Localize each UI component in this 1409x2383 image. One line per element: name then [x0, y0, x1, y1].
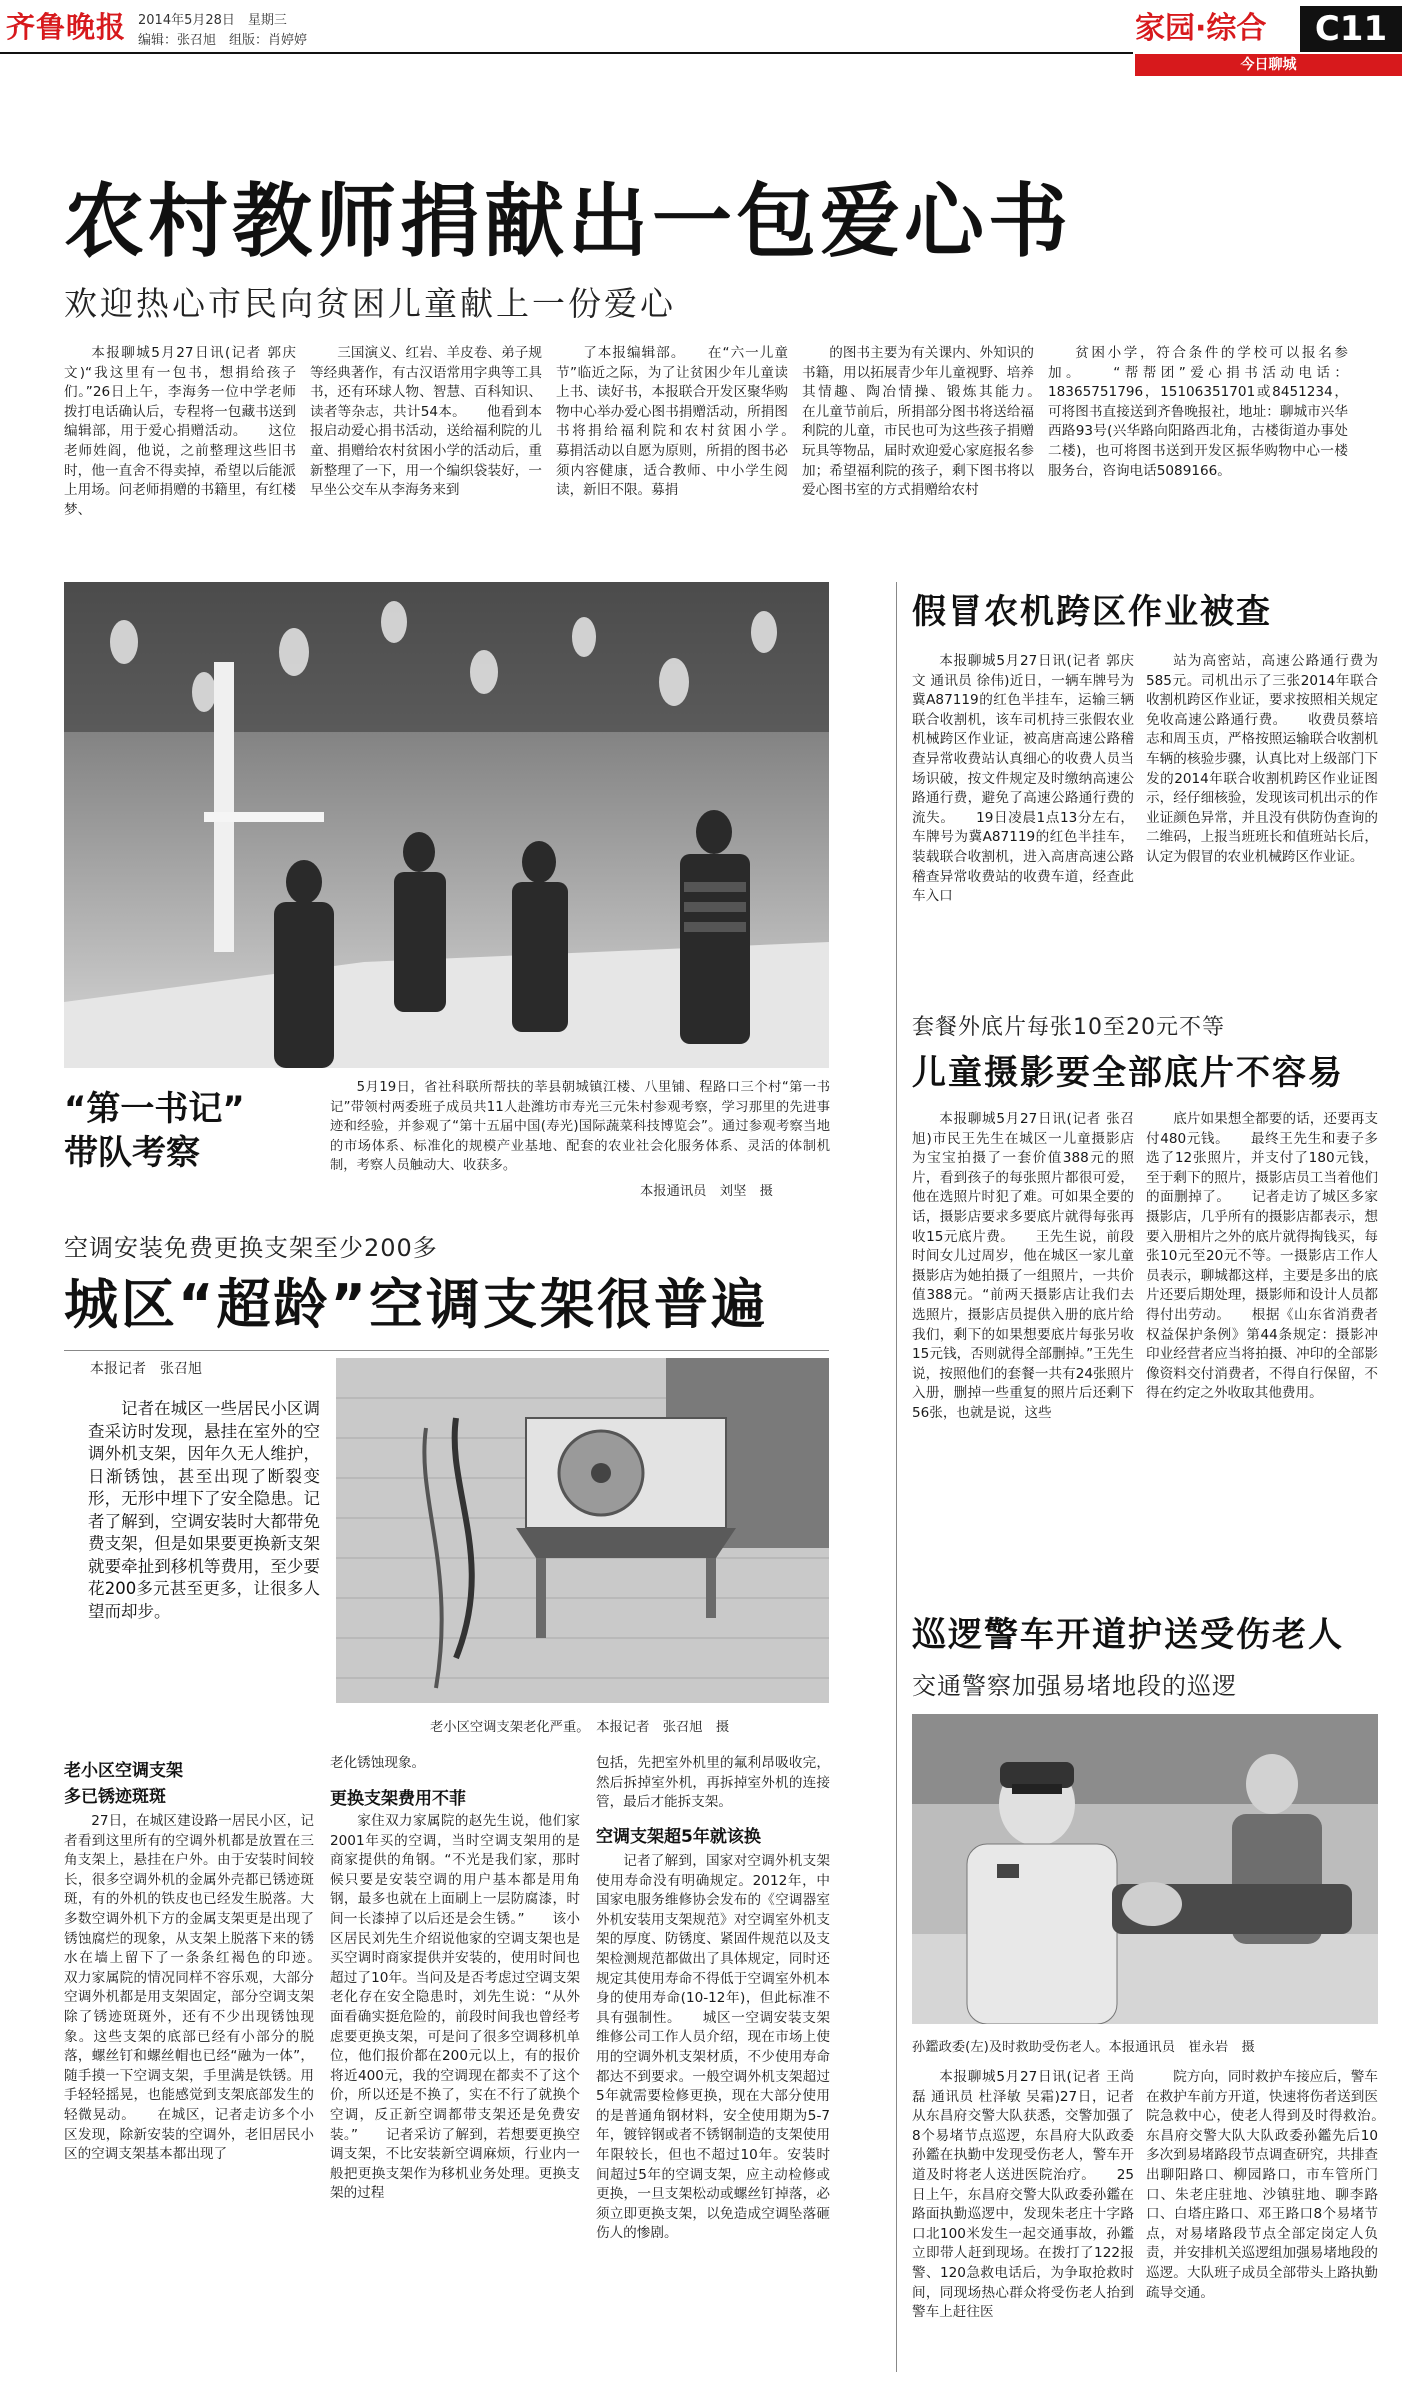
aircon-photo: [336, 1358, 829, 1703]
greenhouse-scene-image: [64, 582, 829, 1068]
aircon-sub-1b: 多已锈迹斑斑: [64, 1787, 166, 1807]
inspection-credit: 本报通讯员 刘坚 摄: [640, 1184, 773, 1199]
inspection-photo: [64, 582, 829, 1068]
aircon-unit-image: [336, 1358, 829, 1703]
inspection-caption: 5月19日，省社科联所帮扶的莘县朝城镇江楼、八里铺、程路口三个村“第一书记”带领村两委班子成员共11人赴潍坊市寿光三元朱村参观考察，学习那里的先进事迹和经验，并参观了“第十五届中国(寿光)国际蔬菜科技博览会”。通过参观考察当地的市场体系、标准化的规模产业基地、配套的农业社会化服务体系、灵活的体制机制，考察人员触动大、收获多。: [330, 1080, 830, 1174]
aircon-kicker: 空调安装免费更换支架至少200多: [64, 1234, 438, 1262]
aircon-intro: 记者在城区一些居民小区调查采访时发现，悬挂在室外的空调外机支架，因年久无人维护，日渐锈蚀，甚至出现了断裂变形，无形中埋下了安全隐患。记者了解到，空调安装时大都带免费支架，但是如果要更换新支架就要牵扯到移机等费用，至少要花200多元甚至更多，让很多人望而却步。: [88, 1399, 320, 1621]
lead-col-5: 贫困小学，符合条件的学校可以报名参加。 “帮帮团”爱心捐书活动电话：18365751796，15106351701或8451234，可将图书直接送到齐鲁晚报社，地址：聊城市兴华西路93号(兴华路向阳路西北角，古楼街道办事处二楼)，也可将图书送到开发区振华购物中心一楼服务台，咨询电话5089166。: [1048, 345, 1348, 479]
child-photo-headline: 儿童摄影要全部底片不容易: [912, 1053, 1344, 1093]
fake-machine-headline: 假冒农机跨区作业被查: [912, 592, 1272, 632]
patrol-col-1: 本报聊城5月27日讯(记者 王尚磊 通讯员 杜泽敏 吴霜)27日，记者从东昌府交警大队获悉，交警加强了8个易堵节点巡逻，东昌府大队政委孙鑑在执勤中发现受伤老人，警车开道及时将老人送进医院治疗。 25日上午，东昌府交警大队政委孙鑑在路面执勤巡逻中，发现朱老庄十字路口北100米发生一起交通事故，孙鑑立即带人赶到现场。在拨打了122报警、120急救电话后，为争取抢救时间，同现场热心群众将受伤老人抬到警车上赶往医: [912, 2069, 1134, 2321]
page-number: C11: [1300, 6, 1402, 52]
newspaper-logo: 齐鲁晚报: [6, 10, 127, 44]
patrol-deck: 交通警察加强易堵地段的巡逻: [912, 1672, 1237, 1700]
right-column-divider: [896, 582, 897, 2372]
aircon-col-3b: 记者了解到，国家对空调外机支架使用寿命没有明确规定。2012年，中国家电服务维修协会发布的《空调器室外机安装用支架规范》对空调室外机支架的厚度、防锈度、紧固件规范以及支架检测规范都做出了具体规定，同时还规定其使用寿命不得低于空调室外机本身的使用寿命(10-12年)，但此标准不具有强制性。 城区一空调安装支架维修公司工作人员介绍，现在市场上使用的空调外机支架材质，不少使用寿命都达不到要求。一般空调外机支架超过5年就需要检修更换，现在大部分使用的是普通角钢材料，安全使用期为5-7年，镀锌钢或者不锈钢制造的支架使用年限较长，但也不超过10年。安装时间超过5年的空调支架，应主动检修或更换，一旦支架松动或螺丝钉掉落，必须立即更换支架，以免造成空调坠落砸伤人的惨剧。: [596, 1853, 830, 2242]
patrol-headline: 巡逻警车开道护送受伤老人: [912, 1615, 1344, 1655]
date-line: 2014年5月28日 星期三: [138, 13, 287, 28]
lead-headline: 农村教师捐献出一包爱心书: [64, 175, 1072, 268]
aircon-sub-2: 更换支架费用不菲: [330, 1789, 466, 1809]
aircon-rule: [64, 1350, 829, 1351]
aircon-sub-3: 空调支架超5年就该换: [596, 1827, 761, 1847]
aircon-headline: 城区“超龄”空调支架很普遍: [64, 1273, 768, 1336]
lead-col-2: 三国演义、红岩、羊皮卷、弟子规等经典著作，有古汉语常用字典等工具书，还有环球人物、智慧、百科知识、读者等杂志，共计54本。 他看到本报启动爱心捐书活动，送给福利院的儿童、捐赠给农村贫困小学的活动后，重新整理了一下，用一个编织袋装好，一早坐公交车从李海务来到: [310, 345, 542, 499]
patrol-photo-caption: 孙鑑政委(左)及时救助受伤老人。本报通讯员 崔永岩 摄: [912, 2040, 1255, 2055]
lead-deck: 欢迎热心市民向贫困儿童献上一份爱心: [64, 284, 676, 323]
lead-col-4: 的图书主要为有关课内、外知识的书籍，用以拓展青少年儿童视野、培养其情趣、陶冶情操、锻炼其能力。 在儿童节前后，所捐部分图书将送给福利院的儿童，市民也可为这些孩子捐赠玩具等物品，届时欢迎爱心家庭报名参加；希望福利院的孩子，剩下图书将以爱心图书室的方式捐赠给农村: [802, 345, 1034, 499]
police-rescue-image: [912, 1714, 1378, 2024]
aircon-photo-caption: 老小区空调支架老化严重。 本报记者 张召旭 摄: [430, 1720, 730, 1735]
header-rule: [0, 52, 1133, 54]
lead-col-3: 了本报编辑部。 在“六一儿童节”临近之际，为了让贫困少年儿童读上书、读好书，本报联合开发区聚华购物中心举办爱心图书捐赠活动，所捐图书将捐给福利院和农村贫困小学。 募捐活动以自愿为原则，所捐的图书必须内容健康，适合教师、中小学生阅读，新旧不限。募捐: [556, 345, 788, 499]
aircon-col-2a: 老化锈蚀现象。: [330, 1755, 426, 1771]
fake-machine-col-1: 本报聊城5月27日讯(记者 郭庆文 通讯员 徐伟)近日，一辆车牌号为冀A87119的红色半挂车，运输三辆联合收割机，该车司机持三张假农业机械跨区作业证，被高唐高速公路稽查异常收费站认真细心的收费人员当场识破，按文件规定及时缴纳高速公路通行费，避免了高速公路通行费的流失。 19日凌晨1点13分左右，车牌号为冀A87119的红色半挂车，装载联合收割机，进入高唐高速公路稽查异常收费站的收费车道，经查此车入口: [912, 653, 1134, 905]
section-name: 家园·综合: [1135, 11, 1267, 46]
fake-machine-col-2: 站为高密站，高速公路通行费为585元。司机出示了三张2014年联合收割机跨区作业证，要求按照相关规定免收高速公路通行费。 收费员蔡培志和周玉贞，严格按照运输联合收割机车辆的核验步骤，认真比对上级部门下发的2014年联合收割机跨区作业证图示，经仔细核验，发现该司机出示的作业证颜色异常，并且没有供防伪查询的二维码，上报当班班长和值班站长后，认定为假冒的农业机械跨区作业证。: [1146, 653, 1378, 865]
child-photo-col-1: 本报聊城5月27日讯(记者 张召旭)市民王先生在城区一儿童摄影店为宝宝拍摄了一套价值388元的照片，看到孩子的每张照片都很可爱，他在选照片时犯了难。可如果全要的话，摄影店要求多要底片就得每张再收15元底片费。 王先生说，前段时间女儿过周岁，他在城区一家儿童摄影店为她拍摄了一组照片，一共价值388元。“前两天摄影店让我们去选照片，摄影店员提供入册的底片给我们，剩下的如果想要底片每张另收15元钱，否则就得全部删掉。”王先生说，按照他们的套餐一共有24张照片入册，删掉一些重复的照片后还剩下56张，也就是说，这些: [912, 1111, 1134, 1421]
aircon-col-3a: 包括，先把室外机里的氟利昂吸收完，然后拆掉室外机，再拆掉室外机的连接管，最后才能拆支架。: [596, 1755, 830, 1811]
aircon-col-1: 27日，在城区建设路一居民小区，记者看到这里所有的空调外机都是放置在三角支架上，悬挂在户外。由于安装时间较长，很多空调外机的金属外壳都已锈迹斑斑，有的外机的铁皮也已经发生脱落。大多数空调外机下方的金属支架更是出现了锈蚀腐烂的现象，从支架上脱落下来的锈水在墙上留下了一条条红褐色的印迹。 双力家属院的情况同样不容乐观，大部分空调外机都是用支架固定，部分空调支架除了锈迹斑斑外，还有不少出现锈蚀现象。这些支架的底部已经有小部分的脱落，螺丝钉和螺丝帽也已经“融为一体”，随手摸一下空调支架，手里满是铁锈。用手轻轻摇晃，也能感觉到支架底部发生的轻微晃动。 在城区，记者走访多个小区发现，除新安装的空调外，老旧居民小区的空调支架基本都出现了: [64, 1813, 314, 2163]
lead-col-1: 本报聊城5月27日讯(记者 郭庆文)“我这里有一包书，想捐给孩子们。”26日上午，李海务一位中学老师拨打电话确认后，专程将一包藏书送到编辑部，用于爱心捐赠活动。 这位老师姓阎，他说，之前整理这些旧书时，他一直舍不得卖掉，希望以后能派上用场。问老师捐赠的书籍里，有红楼梦、: [64, 345, 296, 518]
inspection-title-1: “第一书记”: [64, 1089, 245, 1129]
aircon-sub-1: 老小区空调支架: [64, 1761, 183, 1781]
patrol-photo: [912, 1714, 1378, 2024]
editor-line: 编辑：张召旭 组版：肖婷婷: [138, 33, 308, 48]
child-photo-col-2: 底片如果想全都要的话，还要再支付480元钱。 最终王先生和妻子多选了12张照片，并支付了180元钱，至于剩下的照片，摄影店员工当着他们的面删掉了。 记者走访了城区多家摄影店，几乎所有的摄影店都表示，想要入册相片之外的底片就得掏钱买，每张10元至20元不等。一摄影店工作人员表示，聊城都这样，主要是多出的底片还要后期处理，摄影师和设计人员都得付出劳动。 根据《山东省消费者权益保护条例》第44条规定：摄影冲印业经营者应当将拍摄、冲印的全部影像资料交付消费者，不得自行保留，不得在约定之外收取其他费用。: [1146, 1111, 1378, 1402]
sub-section-bar: 今日聊城: [1135, 54, 1402, 76]
aircon-col-2b: 家住双力家属院的赵先生说，他们家2001年买的空调，当时空调支架用的是商家提供的角钢。“不光是我们家，那时候只要是安装空调的用户基本都是用角钢，最多也就在上面刷上一层防腐漆，时间一长漆掉了以后还是会生锈。” 该小区居民刘先生介绍说他家的空调支架也是买空调时商家提供并安装的，使用时间也超过了10年。当问及是否考虑过空调支架老化存在安全隐患时，刘先生说：“从外面看确实挺危险的，前段时间我也曾经考虑要更换支架，可是问了很多空调移机单位，他们报价都在200元以上，有的报价将近400元，我的空调现在都卖不了这个价，所以还是不换了，实在不行了就换个空调，反正新空调都带支架还是免费安装。” 记者采访了解到，若想要更换空调支架，不比安装新空调麻烦，行业内一般把更换支架作为移机业务处理。更换支架的过程: [330, 1813, 580, 2202]
patrol-col-2: 院方向，同时救护车接应后，警车在救护车前方开道，快速将伤者送到医院急救中心，使老人得到及时得救治。 东昌府交警大队大队政委孙鑑先后10多次到易堵路段节点调查研究，共排查出聊阳路口、柳园路口，市车管所门口、朱老庄驻地、沙镇驻地、聊李路口、白塔庄路口、邓王路口8个易堵节点，对易堵路段节点全部定岗定人负责，并安排机关巡逻组加强易堵地段的巡逻。大队班子成员全部带头上路执勤疏导交通。: [1146, 2069, 1378, 2301]
aircon-byline: 本报记者 张召旭: [90, 1361, 202, 1377]
inspection-title-2: 带队考察: [64, 1133, 200, 1173]
child-photo-kicker: 套餐外底片每张10至20元不等: [912, 1015, 1225, 1040]
